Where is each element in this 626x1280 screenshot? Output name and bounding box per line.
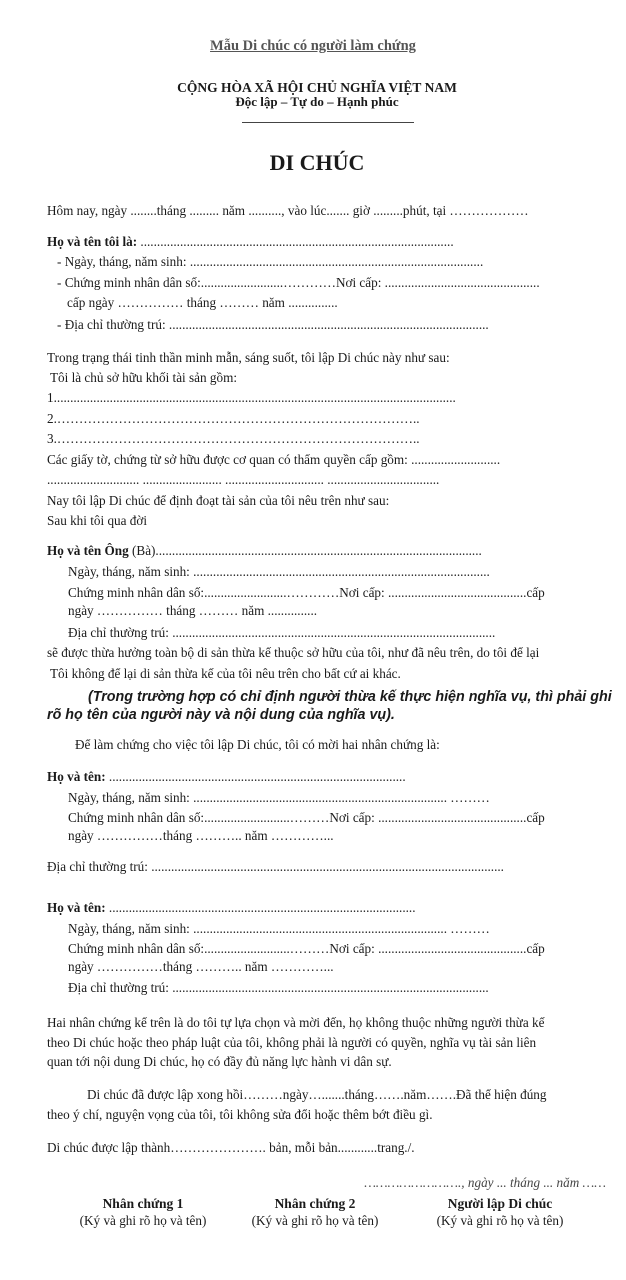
- witness-intro: Để làm chứng cho việc tôi lập Di chúc, tôi có mời hai nhân chứng là:: [75, 737, 440, 752]
- signature-title: Người lập Di chúc: [447, 1196, 553, 1211]
- witness-name-field: .............................................................................................: [105, 900, 416, 915]
- completion-paragraph: theo ý chí, nguyện vọng của tôi, tôi không sửa đổi hoặc thêm bớt điều gì.: [47, 1107, 433, 1122]
- asset-item: 1..........................................................................................................................: [47, 390, 456, 405]
- testator-id-issue: cấp ngày …………… tháng ……… năm ...............: [67, 295, 338, 310]
- header-rule: [242, 122, 414, 123]
- copies-line: Di chúc được lập thành…………………. bản, mỗi bản............trang./.: [47, 1140, 415, 1155]
- witness-1-name-line: [47, 769, 406, 785]
- testator-name-label: Họ và tên tôi là:: [47, 234, 138, 249]
- heir-inherit: sẽ được thừa hưởng toàn bộ di sản thừa kế thuộc sở hữu của tôi, như đã nêu trên, do tôi để lại: [47, 645, 540, 660]
- witness-name-label: Họ và tên:: [47, 769, 106, 784]
- signature-testator: [405, 1195, 595, 1229]
- heir-address: Địa chỉ thường trú: ..................................................................................................: [68, 625, 496, 640]
- heir-exclude: Tôi không để lại di sản thừa kế của tôi nêu trên cho bất cứ ai khác.: [50, 666, 401, 681]
- signature-note: (Ký và ghi rõ họ và tên): [436, 1213, 564, 1228]
- closing-paragraph: theo Di chúc hoặc theo pháp luật của tôi, không phải là người có quyền, nghĩa vụ tài sản liên: [47, 1035, 537, 1050]
- heir-name-label: Họ và tên Ông: [47, 543, 129, 558]
- heir-name-line: [47, 543, 482, 559]
- signature-witness-2: [220, 1195, 410, 1229]
- testator-address: - Địa chỉ thường trú: .................................................................................................: [57, 317, 489, 332]
- form-title: Mẫu Di chúc có người làm chứng: [210, 38, 416, 54]
- asset-item: 3.………………………………………………………………………..: [47, 431, 420, 446]
- testator-name-field: ...............................................................................................: [137, 234, 454, 249]
- witness-2-id-issue: ngày ……………tháng ……….. năm …………...: [68, 959, 334, 974]
- heir-name-field: (Bà)...................................................................................................: [128, 543, 482, 558]
- closing-paragraph: Hai nhân chứng kể trên là do tôi tự lựa chọn và mời đến, họ không thuộc những người thừa kế: [47, 1015, 545, 1030]
- asset-papers-field: ............................ ........................ .............................. ..................................: [47, 472, 440, 487]
- intro-line: Hôm nay, ngày ........tháng ......... năm .........., vào lúc....... giờ .........phút, tại ………………: [47, 203, 529, 218]
- testator-id: - Chứng minh nhân dân số:.........................…………Nơi cấp: ...............................................: [57, 275, 540, 290]
- witness-1-id: Chứng minh nhân dân số:..........................………Nơi cấp: .............................................cấp: [68, 810, 545, 825]
- heir-dob: Ngày, tháng, năm sinh: ..........................................................................................: [68, 564, 490, 579]
- completion-paragraph: Di chúc đã được lập xong hồi………ngày….......tháng…….năm…….Đã thể hiện đúng: [87, 1087, 547, 1102]
- republic-heading: CỘNG HÒA XÃ HỘI CHỦ NGHĨA VIỆT NAM: [177, 80, 457, 95]
- witness-2-id: Chứng minh nhân dân số:..........................………Nơi cấp: .............................................cấp: [68, 941, 545, 956]
- signature-note: (Ký và ghi rõ họ và tên): [251, 1213, 379, 1228]
- heir-id: Chứng minh nhân dân số:.........................…………Nơi cấp: ..........................................cấp: [68, 585, 545, 600]
- signature-title: Nhân chứng 2: [274, 1196, 356, 1211]
- witness-1-address: Địa chỉ thường trú: ...........................................................................................................: [47, 859, 504, 874]
- witness-2-name-line: [47, 900, 416, 916]
- witness-2-dob: Ngày, tháng, năm sinh: ............................................................................. ………: [68, 921, 490, 936]
- witness-1-id-issue: ngày ……………tháng ……….. năm …………...: [68, 828, 334, 843]
- motto: Độc lập – Tự do – Hạnh phúc: [235, 94, 399, 109]
- assets-owner: Tôi là chủ sở hữu khối tài sản gồm:: [50, 370, 238, 385]
- assets-intro: Trong trạng thái tinh thần minh mẫn, sáng suốt, tôi lập Di chúc này như sau:: [47, 350, 450, 365]
- witness-1-dob: Ngày, tháng, năm sinh: ............................................................................. ………: [68, 790, 490, 805]
- witness-name-field: ..........................................................................................: [105, 769, 406, 784]
- testator-dob: - Ngày, tháng, năm sinh: .........................................................................................: [57, 254, 484, 269]
- witness-2-address: Địa chỉ thường trú: ................................................................................................: [68, 980, 489, 995]
- heir-note: rõ họ tên của người này và nội dung của nghĩa vụ).: [47, 707, 395, 723]
- witness-name-label: Họ và tên:: [47, 900, 106, 915]
- heir-id-issue: ngày …………… tháng ……… năm ...............: [68, 603, 318, 618]
- testator-name-line: [47, 234, 454, 250]
- signature-witness-1: [48, 1195, 238, 1229]
- dispose-line: Nay tôi lập Di chúc để định đoạt tài sản của tôi nêu trên như sau:: [47, 493, 390, 508]
- heir-note: (Trong trường hợp có chỉ định người thừa kế thực hiện nghĩa vụ, thì phải ghi: [88, 689, 612, 705]
- after-death-line: Sau khi tôi qua đời: [47, 513, 148, 528]
- date-place-line: ……………………., ngày ... tháng ... năm ……: [364, 1175, 606, 1190]
- signature-note: (Ký và ghi rõ họ và tên): [79, 1213, 207, 1228]
- asset-papers: Các giấy tờ, chứng từ sở hữu được cơ quan có thẩm quyền cấp gồm: ...........................: [47, 452, 501, 467]
- asset-item: 2.………………………………………………………………………..: [47, 411, 420, 426]
- document-title: DI CHÚC: [269, 150, 365, 175]
- signature-title: Nhân chứng 1: [102, 1196, 184, 1211]
- closing-paragraph: quan tới nội dung Di chúc, họ có đầy đủ năng lực hành vi dân sự.: [47, 1054, 392, 1069]
